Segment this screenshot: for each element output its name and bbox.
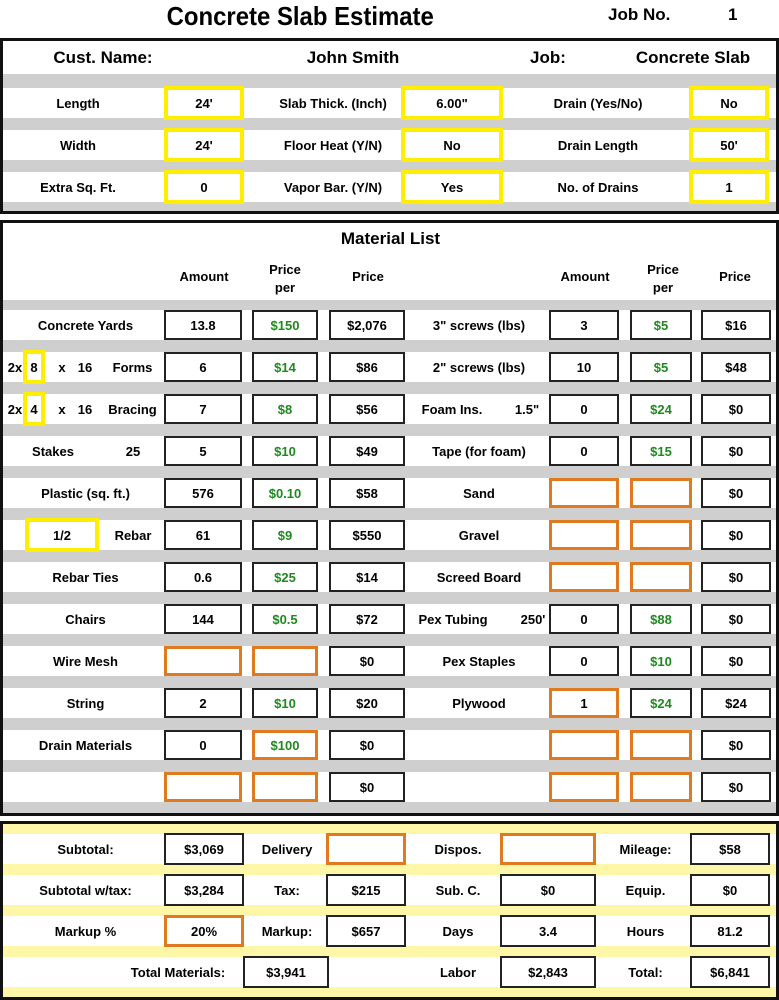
price-value: $0 (701, 772, 771, 802)
price-per-input[interactable]: $10 (252, 688, 318, 718)
price-value: $0 (701, 478, 771, 508)
vapor-barrier-label: Vapor Bar. (Y/N) (283, 179, 383, 195)
price-per-input[interactable]: $0.10 (252, 478, 318, 508)
material-label: Screed Board (436, 569, 522, 585)
forms-length: 16 (77, 359, 93, 375)
foam-label: Foam Ins. (421, 401, 483, 417)
vapor-barrier-input[interactable]: Yes (401, 170, 503, 204)
price-value: $24 (701, 688, 771, 718)
col-price-per-right: Price (647, 261, 679, 277)
markup-label: Markup: (261, 923, 313, 939)
forms-size-input[interactable]: 8 (23, 350, 45, 384)
drains-count-input[interactable]: 1 (689, 170, 769, 204)
price-value: $86 (329, 352, 405, 382)
price-value: $0 (701, 562, 771, 592)
title-text: Concrete Slab Estimate (166, 1, 434, 31)
amount-input[interactable] (549, 730, 619, 760)
col-price-left: Price (352, 268, 384, 284)
amount-input[interactable]: 61 (164, 520, 242, 550)
price-per-input[interactable]: $5 (630, 352, 692, 382)
subtotal-tax-label: Subtotal w/tax: (39, 882, 132, 898)
price-per-input[interactable]: $9 (252, 520, 318, 550)
material-list-panel (0, 220, 779, 816)
price-per-input[interactable] (630, 520, 692, 550)
material-label: String (66, 695, 105, 711)
price-per-input[interactable]: $10 (252, 436, 318, 466)
price-value: $20 (329, 688, 405, 718)
amount-input[interactable] (549, 772, 619, 802)
material-label: Plastic (sq. ft.) (41, 485, 130, 501)
price-per-input[interactable] (252, 646, 318, 676)
hours-label: Hours (626, 923, 665, 939)
markup-pct-label: Markup % (54, 923, 117, 939)
tax-value: $215 (326, 874, 406, 906)
col-price-per-left-2: per (274, 279, 296, 295)
price-per-input[interactable]: $5 (630, 310, 692, 340)
price-per-input[interactable] (630, 562, 692, 592)
length-input[interactable]: 24' (164, 86, 244, 120)
amount-input[interactable]: 0 (549, 604, 619, 634)
width-label: Width (60, 137, 96, 153)
price-value: $2,076 (329, 310, 405, 340)
price-value: $0 (701, 604, 771, 634)
hours-value: 81.2 (690, 915, 770, 947)
price-per-input[interactable]: $10 (630, 646, 692, 676)
price-value: $0 (329, 646, 405, 676)
col-amount-left: Amount (179, 268, 229, 284)
total-materials-label: Total Materials: (130, 964, 226, 980)
delivery-label: Delivery (261, 841, 313, 857)
col-price-per-left: Price (269, 261, 301, 277)
cust-name-label: Cust. Name: (53, 47, 153, 67)
drain-length-label: Drain Length (557, 137, 639, 153)
material-label: Chairs (65, 611, 106, 627)
slab-thickness-label: Slab Thick. (Inch) (279, 95, 387, 111)
amount-input[interactable] (164, 646, 242, 676)
extra-sqft-input[interactable]: 0 (164, 170, 244, 204)
price-per-input[interactable]: $88 (630, 604, 692, 634)
subc-label: Sub. C. (435, 882, 481, 898)
material-label (408, 772, 550, 802)
dispos-label: Dispos. (434, 841, 482, 857)
drain-input[interactable]: No (689, 86, 769, 120)
price-per-input[interactable] (630, 772, 692, 802)
extra-sqft-label: Extra Sq. Ft. (40, 179, 116, 195)
days-label: Days (442, 923, 474, 939)
material-label: Sand (463, 485, 495, 501)
amount-input[interactable]: 0 (549, 394, 619, 424)
amount-input[interactable]: 576 (164, 478, 242, 508)
price-value: $0 (701, 436, 771, 466)
rebar-size-input[interactable]: 1/2 (25, 518, 99, 552)
price-per-input[interactable] (630, 730, 692, 760)
job-no-value[interactable]: 1 (728, 5, 738, 24)
material-label: Tape (for foam) (432, 443, 526, 459)
total-materials-value: $3,941 (243, 956, 329, 988)
length-label: Length (56, 95, 100, 111)
markup-value: $657 (326, 915, 406, 947)
amount-input[interactable]: 0.6 (164, 562, 242, 592)
slab-thickness-input[interactable]: 6.00" (401, 86, 503, 120)
price-value: $0 (701, 646, 771, 676)
price-value: $0 (701, 394, 771, 424)
price-per-input[interactable]: $100 (252, 730, 318, 760)
tax-label: Tax: (274, 882, 300, 898)
rebar-label: Rebar (114, 527, 152, 543)
material-label: 2" screws (lbs) (432, 359, 526, 375)
bracing-prefix: 2x (7, 401, 23, 417)
amount-input[interactable] (164, 772, 242, 802)
material-label: Wire Mesh (53, 653, 118, 669)
price-value: $0 (701, 730, 771, 760)
subtotal-label: Subtotal: (57, 841, 114, 857)
amount-input[interactable]: 7 (164, 394, 242, 424)
markup-pct-input[interactable]: 20% (164, 915, 244, 947)
price-value: $48 (701, 352, 771, 382)
total-label: Total: (628, 964, 663, 980)
price-per-input[interactable]: $25 (252, 562, 318, 592)
price-value: $0 (329, 772, 405, 802)
amount-input[interactable] (549, 478, 619, 508)
drain-length-input[interactable]: 50' (689, 128, 769, 162)
job-value[interactable]: Concrete Slab (635, 47, 751, 67)
stakes-label: Stakes (32, 443, 74, 459)
price-per-input[interactable]: $24 (630, 688, 692, 718)
amount-input[interactable]: 10 (549, 352, 619, 382)
amount-input[interactable] (549, 562, 619, 592)
material-label: Plywood (452, 695, 506, 711)
price-per-input[interactable]: $14 (252, 352, 318, 382)
amount-input[interactable]: 6 (164, 352, 242, 382)
material-label: 3" screws (lbs) (432, 317, 526, 333)
job-label: Job: (530, 47, 566, 67)
amount-input[interactable]: 2 (164, 688, 242, 718)
job-no-label: Job No. (608, 5, 671, 24)
forms-x: x (58, 359, 66, 375)
bracing-x: x (58, 401, 66, 417)
amount-input[interactable] (549, 520, 619, 550)
price-per-input[interactable]: $8 (252, 394, 318, 424)
price-per-input[interactable]: $24 (630, 394, 692, 424)
material-label: Pex Staples (442, 653, 516, 669)
bracing-size-input[interactable]: 4 (23, 392, 45, 426)
equip-label: Equip. (625, 882, 666, 898)
cust-name-value[interactable]: John Smith (306, 47, 400, 67)
price-per-input[interactable]: $15 (630, 436, 692, 466)
drains-count-label: No. of Drains (557, 179, 639, 195)
price-per-input[interactable] (630, 478, 692, 508)
material-label (408, 730, 550, 760)
pex-length: 250' (520, 611, 546, 627)
delivery-input[interactable] (326, 833, 406, 865)
page-title (0, 0, 600, 32)
amount-input[interactable]: 144 (164, 604, 242, 634)
labor-label: Labor (439, 964, 477, 980)
days-value: 3.4 (500, 915, 596, 947)
col-price-per-right-2: per (652, 279, 674, 295)
material-label: Drain Materials (38, 737, 133, 753)
price-value: $49 (329, 436, 405, 466)
col-amount-right: Amount (560, 268, 610, 284)
mileage-label: Mileage: (619, 841, 672, 857)
width-input[interactable]: 24' (164, 128, 244, 162)
mileage-value: $58 (690, 833, 770, 865)
subtotal-tax-value: $3,284 (164, 874, 244, 906)
material-label: Gravel (458, 527, 500, 543)
pex-label: Pex Tubing (418, 611, 488, 627)
price-value: $56 (329, 394, 405, 424)
equip-value: $0 (690, 874, 770, 906)
drain-label: Drain (Yes/No) (553, 95, 643, 111)
bracing-label: Bracing (108, 401, 157, 417)
amount-input[interactable]: 1 (549, 688, 619, 718)
price-value: $58 (329, 478, 405, 508)
price-per-input[interactable]: $0.5 (252, 604, 318, 634)
dispos-input[interactable] (500, 833, 596, 865)
amount-input[interactable]: 0 (549, 436, 619, 466)
price-per-input[interactable] (252, 772, 318, 802)
amount-input[interactable]: 0 (164, 730, 242, 760)
forms-label: Forms (112, 359, 153, 375)
material-label: Rebar Ties (52, 569, 119, 585)
amount-input[interactable]: 5 (164, 436, 242, 466)
floor-heat-label: Floor Heat (Y/N) (283, 137, 383, 153)
amount-input[interactable]: 0 (549, 646, 619, 676)
price-value: $72 (329, 604, 405, 634)
labor-value: $2,843 (500, 956, 596, 988)
summary-panel (0, 821, 779, 1000)
subtotal-value: $3,069 (164, 833, 244, 865)
price-value: $0 (329, 730, 405, 760)
price-value: $550 (329, 520, 405, 550)
floor-heat-input[interactable]: No (401, 128, 503, 162)
forms-prefix: 2x (7, 359, 23, 375)
price-value: $0 (701, 520, 771, 550)
material-label: Concrete Yards (37, 317, 134, 333)
total-value: $6,841 (690, 956, 770, 988)
price-value: $14 (329, 562, 405, 592)
amount-input[interactable]: 13.8 (164, 310, 242, 340)
stakes-count: 25 (125, 443, 141, 459)
subc-value: $0 (500, 874, 596, 906)
col-price-right: Price (719, 268, 751, 284)
foam-thickness: 1.5" (514, 401, 540, 417)
material-label (8, 772, 163, 802)
bracing-length: 16 (77, 401, 93, 417)
amount-input[interactable]: 3 (549, 310, 619, 340)
material-list-title: Material List (340, 229, 441, 248)
price-value: $16 (701, 310, 771, 340)
job-info-panel (0, 38, 779, 214)
price-per-input[interactable]: $150 (252, 310, 318, 340)
